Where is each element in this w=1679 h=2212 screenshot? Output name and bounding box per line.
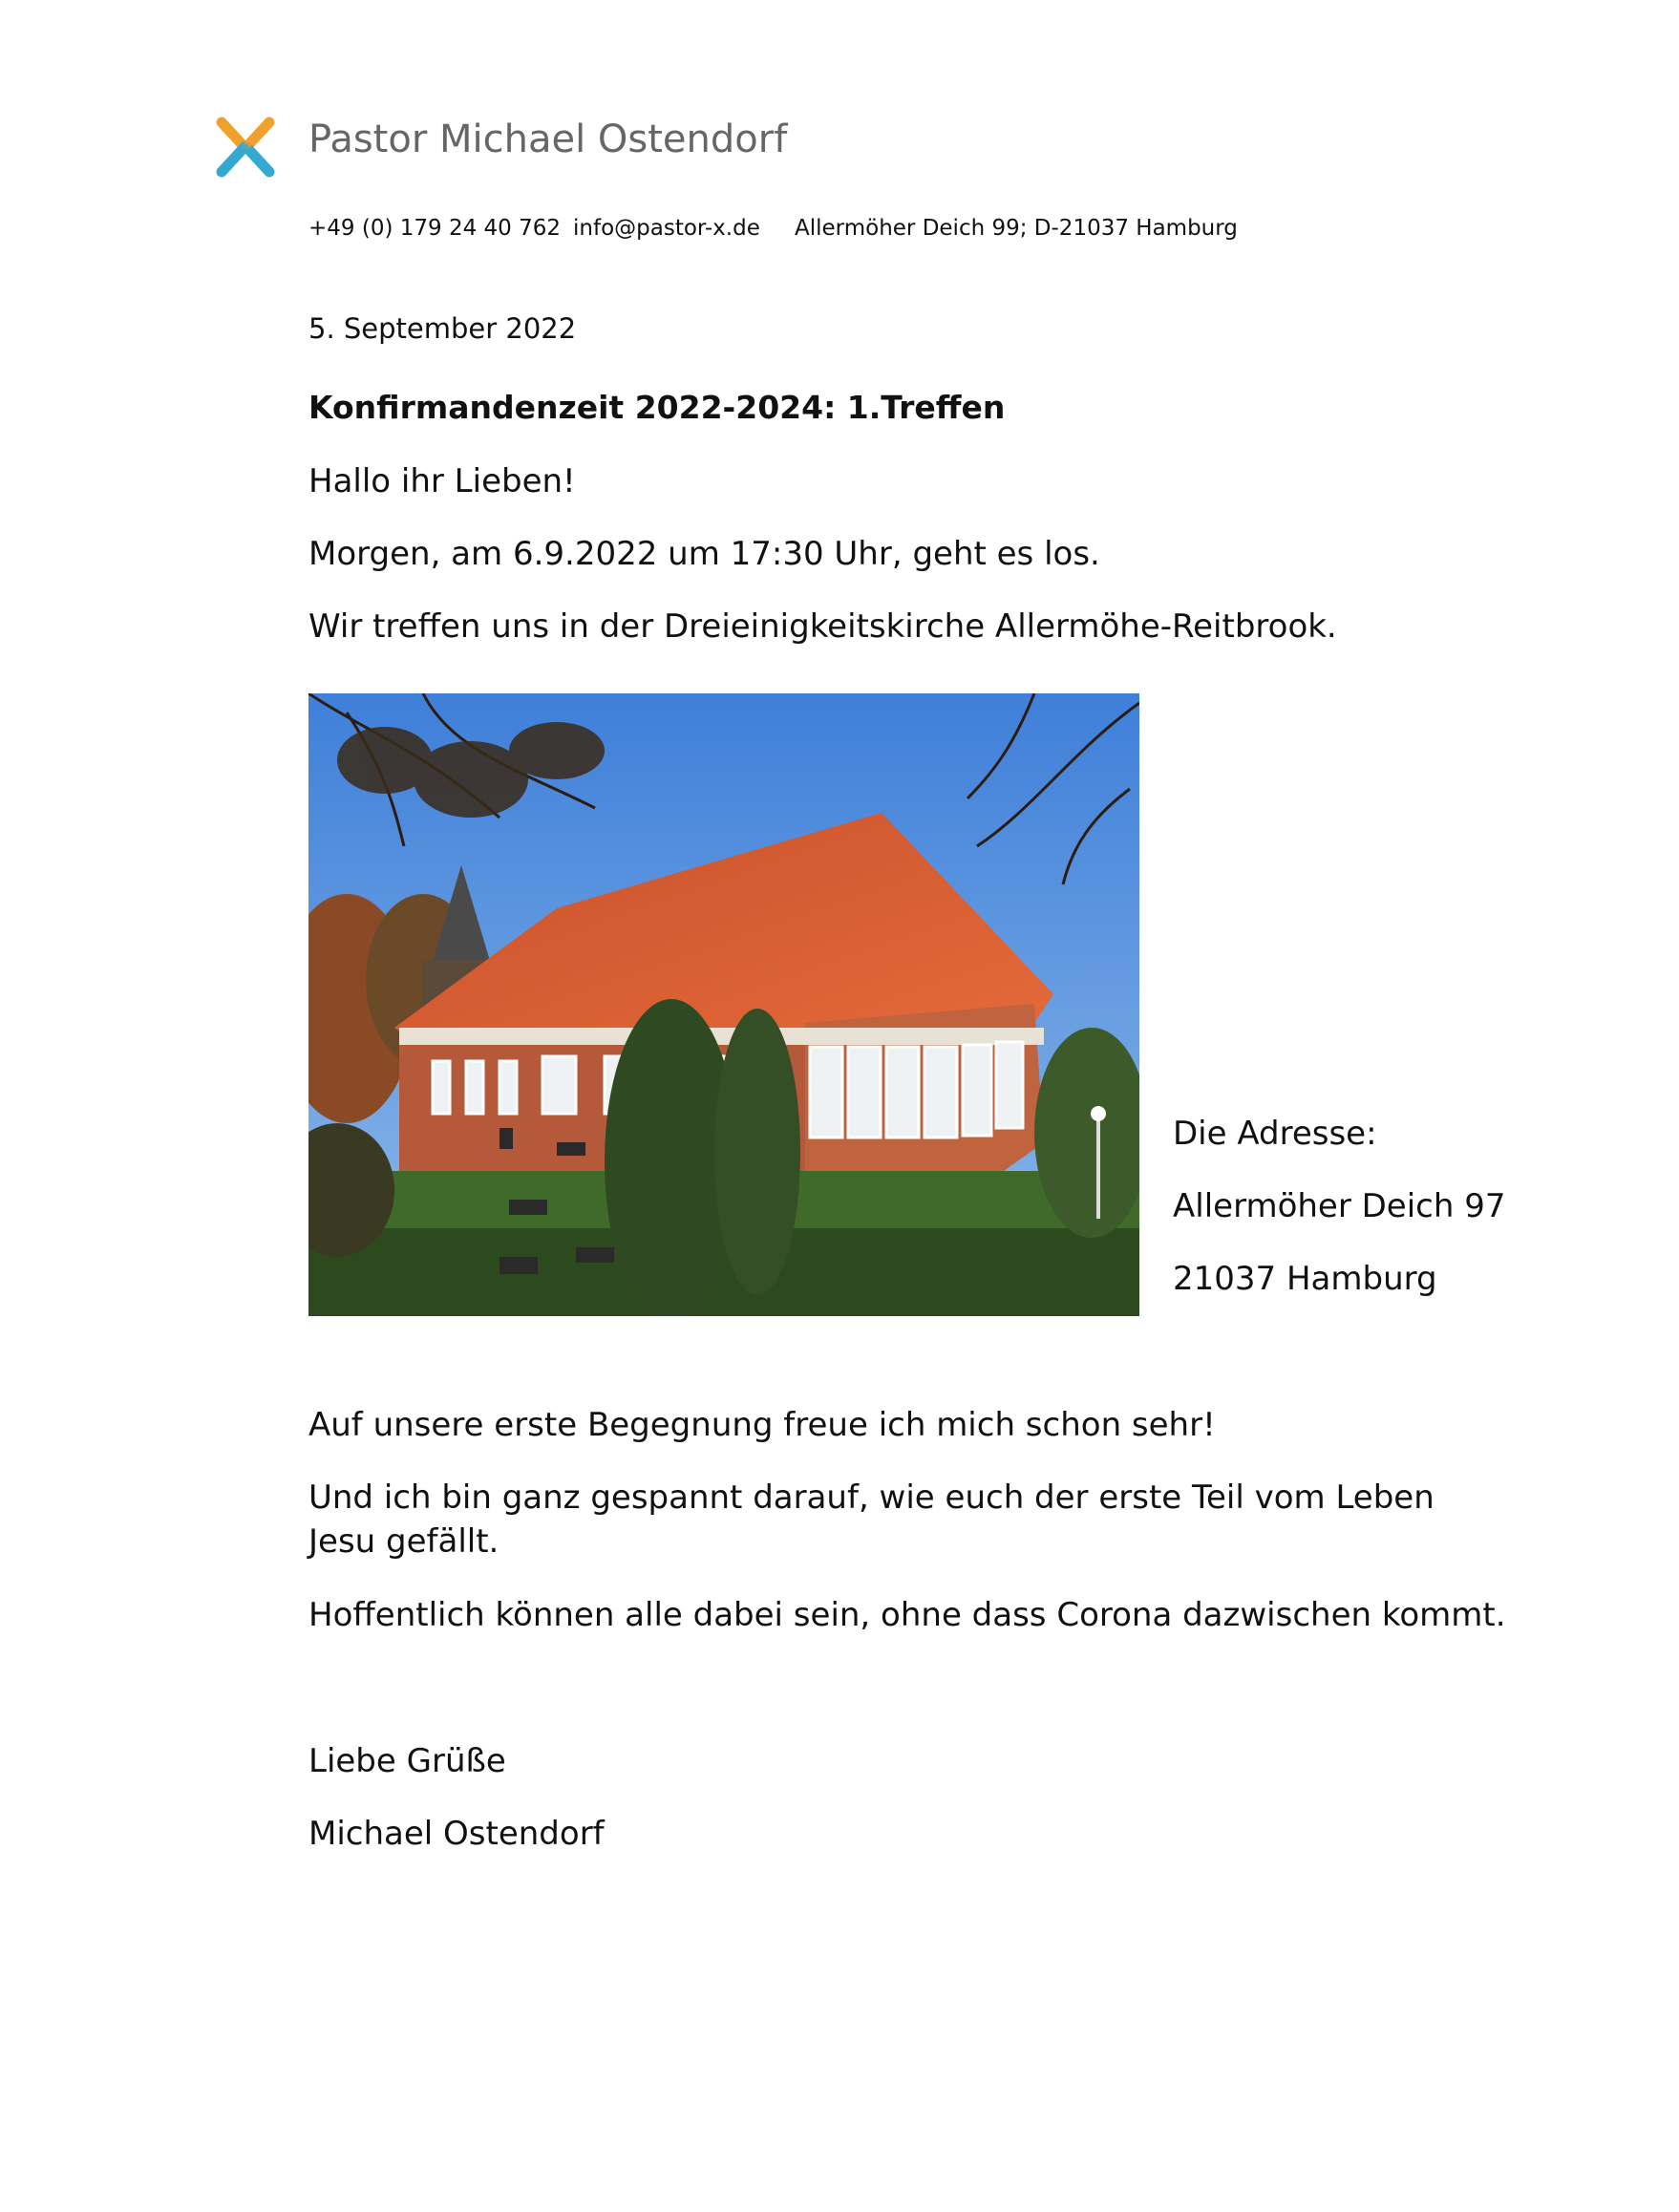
address-street: Allermöher Deich 97: [1173, 1187, 1506, 1225]
intro-line-1: Morgen, am 6.9.2022 um 17:30 Uhr, geht es los.: [308, 535, 1100, 573]
intro-line-2: Wir treffen uns in der Dreieinigkeitskirche Allermöhe-Reitbrook.: [308, 607, 1337, 646]
contact-email: info@pastor-x.de: [573, 216, 760, 241]
pastor-x-logo-icon: [212, 113, 279, 181]
sender-name: Pastor Michael Ostendorf: [308, 117, 788, 161]
closing: Liebe Grüße: [308, 1742, 506, 1780]
body-line-1: Auf unsere erste Begegnung freue ich mich schon sehr!: [308, 1406, 1216, 1444]
address-city: 21037 Hamburg: [1173, 1260, 1437, 1298]
body-line-2: Und ich bin ganz gespannt darauf, wie euch der erste Teil vom Leben Jesu gefällt.: [308, 1478, 1435, 1561]
contact-phone: +49 (0) 179 24 40 762: [308, 216, 562, 241]
church-photo: [308, 693, 1139, 1316]
letter-date: 5. September 2022: [308, 312, 577, 345]
greeting: Hallo ihr Lieben!: [308, 462, 576, 500]
body-line-3: Hoffentlich können alle dabei sein, ohne dass Corona dazwischen kommt.: [308, 1596, 1506, 1634]
address-label: Die Adresse:: [1173, 1115, 1377, 1153]
contact-address: Allermöher Deich 99; D-21037 Hamburg: [795, 216, 1238, 241]
letter-subject: Konfirmandenzeit 2022-2024: 1.Treffen: [308, 389, 1006, 426]
signature: Michael Ostendorf: [308, 1815, 605, 1853]
